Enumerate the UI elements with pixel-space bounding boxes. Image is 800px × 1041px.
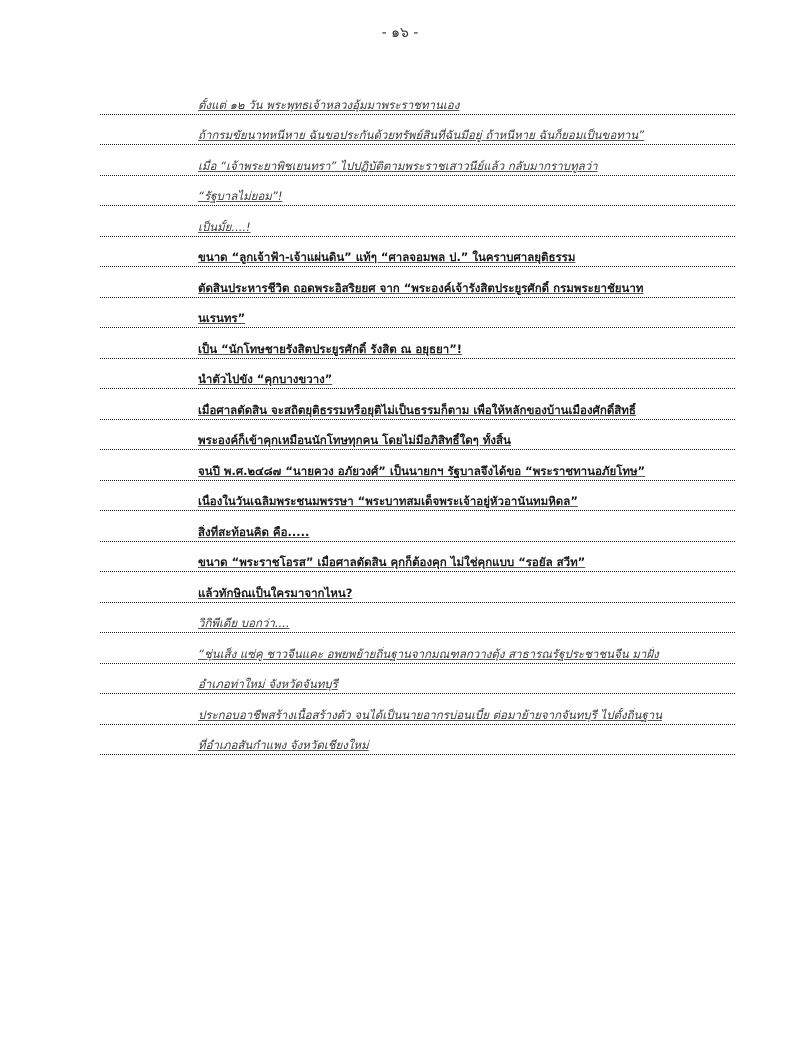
line-text: “รัฐบาลไม่ยอม”! [198, 189, 283, 203]
text-line [100, 572, 735, 603]
document-body [100, 84, 735, 755]
text-line [100, 237, 735, 268]
text-line [100, 176, 735, 207]
text-line [100, 359, 735, 390]
text-line [100, 511, 735, 542]
text-line [100, 481, 735, 512]
line-text: เป็น “นักโทษชายรังสิตประยูรศักดิ์ รังสิต ณ อยุธยา”! [198, 341, 463, 356]
text-line [100, 389, 735, 420]
line-text: สิ่งที่สะท้อนคิด คือ..... [198, 524, 310, 539]
line-text: ตั้งแต่ ๑๒ วัน พระพุทธเจ้าหลวงอุ้มมาพระราชทานเอง [198, 97, 460, 112]
line-text: นำตัวไปขัง “คุกบางขวาง” [198, 372, 333, 386]
text-line [100, 267, 735, 298]
text-line [100, 145, 735, 176]
line-text: พระองค์ก็เข้าคุกเหมือนนักโทษทุกคน โดยไม่มีอภิสิทธิ์ใดๆ ทั้งสิ้น [198, 433, 511, 447]
text-line [100, 206, 735, 237]
text-line [100, 694, 735, 725]
text-line [100, 420, 735, 451]
line-text: ตัดสินประหารชีวิต ถอดพระอิสริยยศ จาก “พระองค์เจ้ารังสิตประยูรศักดิ์ กรมพระยาชัยนาท [198, 280, 644, 295]
line-text: ขนาด “ลูกเจ้าฟ้า-เจ้าแผ่นดิน” แท้ๆ “ศาลจอมพล ป.” ในคราบศาลยุติธรรม [198, 250, 576, 264]
line-text: ประกอบอาชีพสร้างเนื้อสร้างตัว จนได้เป็นนายอากรบ่อนเบี้ย ต่อมาย้ายจากจันทบุรี ไปตั้งถิ่นฐาน [198, 707, 663, 722]
text-line [100, 84, 735, 115]
line-text: อำเภอท่าใหม่ จังหวัดจันทบุรี [198, 677, 338, 691]
line-text: “ชุ่นเส็ง แซ่คู ชาวจีนแคะ อพยพย้ายถิ่นฐานจากมณฑลกวางตุ้ง สาธารณรัฐประชาชนจีน มาฝั่ง [198, 646, 659, 661]
text-line [100, 328, 735, 359]
text-line [100, 115, 735, 146]
text-line [100, 664, 735, 695]
text-line [100, 633, 735, 664]
line-text: ขนาด “พระราชโอรส” เมื่อศาลตัดสิน คุกก็ต้องคุก ไม่ใช่คุกแบบ “รอยัล สวีท” [198, 555, 586, 569]
line-text: ที่อำเภอสันกำแพง จังหวัดเชียงใหม่ [198, 738, 369, 752]
text-line [100, 603, 735, 634]
text-line [100, 725, 735, 756]
line-text: เมื่อศาลตัดสิน จะสถิตยุติธรรมหรือยุติไม่เป็นธรรมก็ตาม เพื่อให้หลักของบ้านเมืองศักดิ์สิทธิ์ [198, 402, 636, 417]
line-text: เป็นมั้ย....! [198, 219, 251, 234]
page-number: - ๑๖ - [381, 25, 419, 41]
line-text: เนื่องในวันเฉลิมพระชนมพรรษา “พระบาทสมเด็จพระเจ้าอยู่หัวอานันทมหิดล” [198, 494, 578, 508]
line-text: แล้วทักษิณเป็นใครมาจากไหน? [198, 585, 353, 600]
line-text: ถ้ากรมขัยนาทหนีหาย ฉันขอประกันด้วยทรัพย์สินที่ฉันมีอยู่ ถ้าหนีหาย ฉันก็ยอมเป็นขอทาน” [198, 128, 645, 142]
text-line [100, 298, 735, 329]
text-line [100, 450, 735, 481]
line-text: เมื่อ “เจ้าพระยาพิชเยนทรา” ไปปฏิบัติตามพระราชเสาวนีย์แล้ว กลับมากราบทูลว่า [198, 158, 598, 173]
text-line [100, 542, 735, 573]
line-text: วิกิพีเดีย บอกว่า.... [198, 616, 290, 630]
line-text: จนปี พ.ศ.๒๔๘๗ “นายควง อภัยวงศ์” เป็นนายกฯ รัฐบาลจึงได้ขอ “พระราชทานอภัยโทษ” [198, 463, 646, 478]
line-text: นเรนทร” [198, 311, 246, 325]
